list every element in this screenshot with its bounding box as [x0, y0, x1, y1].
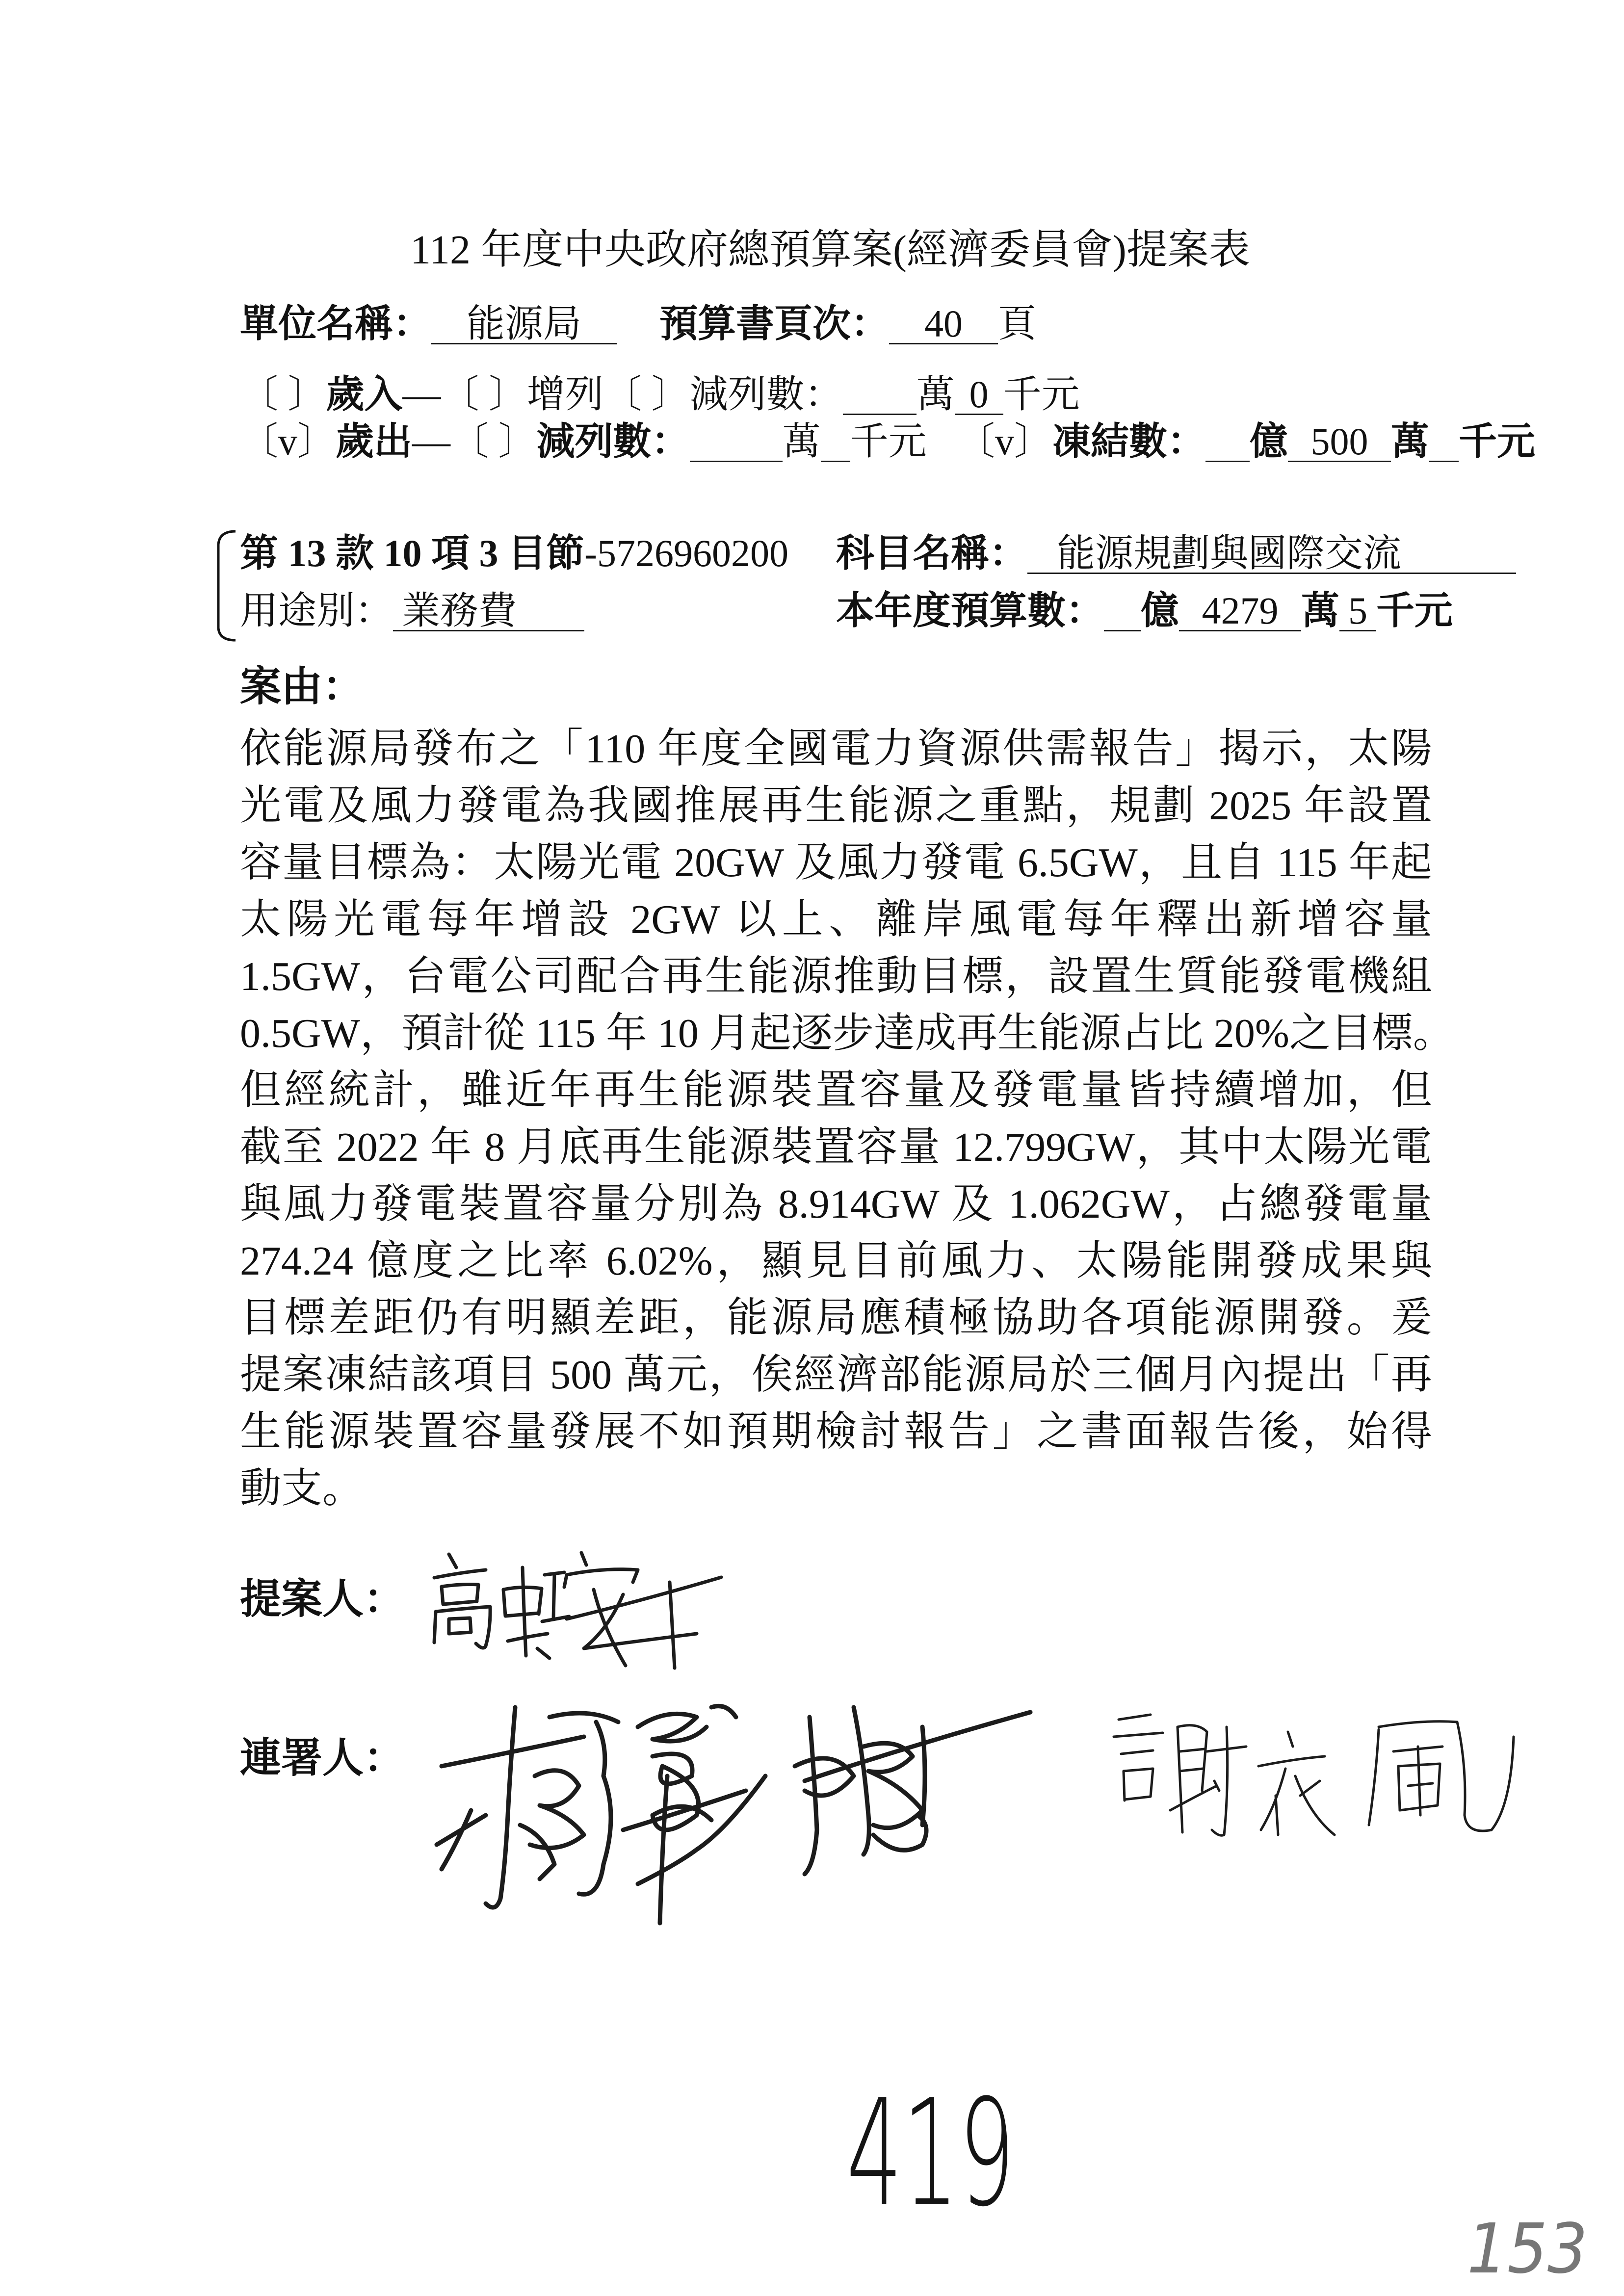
- budget-qian-unit: 千元: [1376, 589, 1453, 632]
- form-title: 112 年度中央政府總預算案(經濟委員會)提案表: [410, 227, 1250, 273]
- item-code-number: -5726960200: [584, 532, 788, 574]
- reason-line: 但經統計，雖近年再生能源裝置容量及發電量皆持續增加，但: [240, 1068, 1432, 1113]
- freeze-qian-unit: 千元: [1459, 420, 1536, 463]
- expense-type: 歲出: [336, 420, 413, 463]
- expense-row: [240, 422, 927, 462]
- decrease-label: 減列數：: [689, 373, 843, 416]
- reason-line: 與風力發電裝置容量分別為 8.914GW 及 1.062GW，占總發電量: [240, 1181, 1432, 1227]
- subject-group: [836, 534, 1516, 574]
- usage-label: 用途別：: [240, 589, 393, 632]
- unit-value: ​ 能源局: [431, 305, 617, 344]
- freeze-qian-value: [1429, 422, 1459, 462]
- reason-line: 目標差距仍有明顯差距，能源局應積極協助各項能源開發。爰: [240, 1295, 1432, 1341]
- decrease-checkbox: 〔 〕: [603, 373, 690, 416]
- reason-line: 0.5GW，預計從 115 年 10 月起逐步達成再生能源占比 20%之目標。: [240, 1011, 1454, 1056]
- item-code-row: [240, 534, 788, 573]
- expense-decrease-label: 減列數：: [536, 420, 690, 463]
- cosigner-signature-1: [427, 1693, 1040, 1938]
- budget-yi-unit: 億: [1141, 589, 1179, 632]
- freeze-yi-value: [1205, 422, 1250, 462]
- budget-wan-unit: 萬: [1301, 589, 1340, 632]
- revenue-qian-unit: 千元: [1003, 373, 1080, 416]
- expense-wan-unit: 萬: [782, 420, 821, 463]
- cosigner-label: 連署人：: [240, 1736, 405, 1781]
- usage-value: ​ 業務費: [393, 592, 584, 631]
- freeze-wan-value: ​ 500: [1288, 422, 1391, 462]
- item-code-label: 第 13 款 10 項 3 目節: [240, 532, 585, 574]
- expense-dash: —: [412, 420, 451, 463]
- subject-label: 科目名稱：: [836, 532, 1028, 574]
- reason-line: 動支。: [240, 1466, 364, 1512]
- subject-value: ​ 能源規劃與國際交流: [1027, 534, 1516, 574]
- increase-checkbox: 〔 〕: [441, 373, 527, 416]
- budget-qian-value: ​ 5: [1339, 592, 1376, 631]
- freeze-checkbox: 〔v〕: [957, 420, 1053, 463]
- page-label: 預算書頁次：: [659, 302, 890, 345]
- revenue-dash: —: [402, 373, 441, 416]
- freeze-yi-unit: 億: [1250, 420, 1288, 463]
- reason-label: 案由：: [240, 664, 364, 710]
- increase-label: 增列: [527, 373, 604, 416]
- budget-wan-value: ​ 4279: [1179, 592, 1301, 631]
- budget-yi-value: [1104, 592, 1141, 631]
- revenue-row: [240, 375, 1080, 415]
- proposer-signature: [422, 1540, 736, 1683]
- unit-label: 單位名稱：: [240, 302, 432, 345]
- reason-line: 依能源局發布之「110 年度全國電力資源供需報告」揭示，太陽: [240, 726, 1432, 772]
- expense-checkbox: 〔v〕: [240, 420, 336, 463]
- reason-line: 容量目標為：太陽光電 20GW 及風力發電 6.5GW，且自 115 年起: [240, 840, 1432, 886]
- reason-line: 1.5GW，台電公司配合再生能源推動目標，設置生質能發電機組: [240, 954, 1432, 999]
- reason-line: 274.24 億度之比率 6.02%，顯見目前風力、太陽能開發成果與: [240, 1238, 1432, 1284]
- proposer-label: 提案人：: [240, 1577, 405, 1622]
- freeze-label: 凍結數：: [1052, 420, 1206, 463]
- item-bracket: [211, 527, 240, 645]
- reason-line: 截至 2022 年 8 月底再生能源裝置容量 12.799GW，其中太陽光電: [240, 1124, 1432, 1170]
- handwritten-page-number: 419: [846, 2068, 1015, 2239]
- expense-wan-value: [690, 422, 783, 462]
- revenue-type: 歲入: [326, 373, 403, 416]
- reason-line: 提案凍結該項目 500 萬元，俟經濟部能源局於三個月內提出「再: [240, 1352, 1432, 1398]
- revenue-wan-value: [843, 375, 917, 415]
- handwritten-corner-number: 153: [1467, 2209, 1588, 2289]
- expense-qian-unit: 千元: [850, 420, 927, 463]
- page-suffix: 頁: [998, 302, 1037, 345]
- revenue-wan-unit: 萬: [916, 373, 955, 416]
- freeze-group: [957, 422, 1535, 462]
- reason-line: 太陽光電每年增設 2GW 以上、離岸風電每年釋出新增容量: [240, 897, 1432, 942]
- cosigner-signature-2: [1104, 1702, 1526, 1850]
- reason-line: 生能源裝置容量發展不如預期檢討報告」之書面報告後，始得: [240, 1409, 1432, 1455]
- page-value: ​ 40: [889, 305, 998, 344]
- usage-row: [240, 589, 584, 632]
- reason-line: 光電及風力發電為我國推展再生能源之重點，規劃 2025 年設置: [240, 783, 1432, 829]
- freeze-wan-unit: 萬: [1391, 420, 1430, 463]
- budget-group: [836, 589, 1453, 632]
- budget-label: 本年度預算數：: [836, 589, 1104, 632]
- unit-row: [240, 302, 1037, 345]
- expense-qian-value: [821, 422, 850, 462]
- revenue-checkbox: 〔 〕: [240, 373, 326, 416]
- revenue-qian-value: ​ 0: [955, 375, 1003, 415]
- expense-decrease-checkbox: 〔 〕: [450, 420, 537, 463]
- reason-paragraph: [240, 721, 1454, 1517]
